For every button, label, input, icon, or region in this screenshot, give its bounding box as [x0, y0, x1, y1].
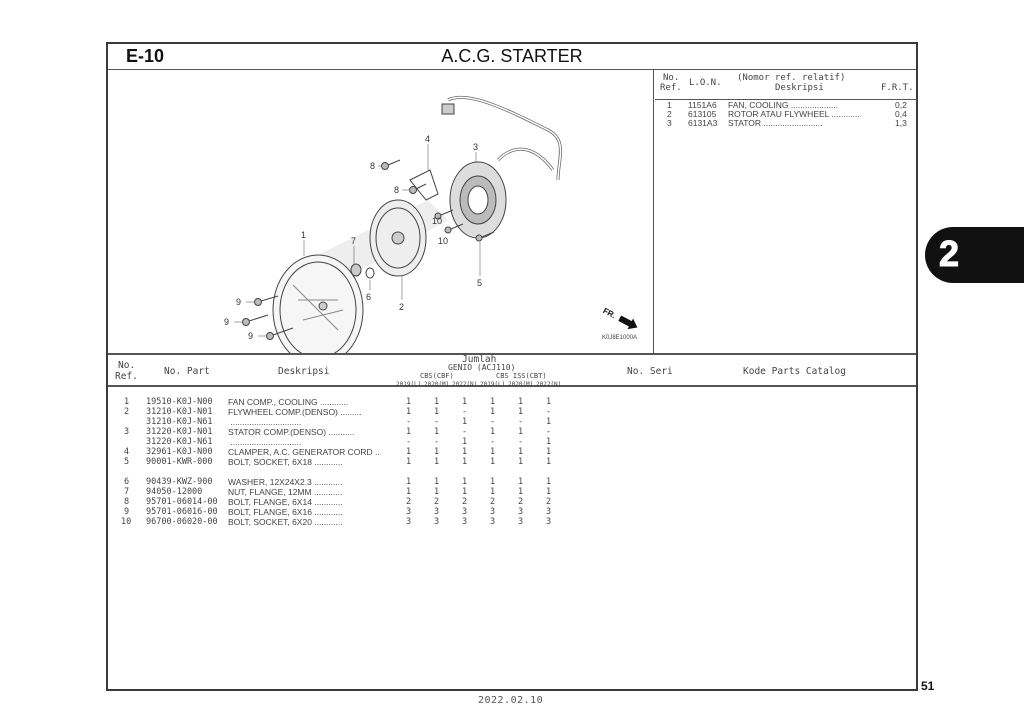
quantity-cell: 1: [518, 397, 524, 407]
acg-starter-illustration: [108, 70, 654, 353]
header-group-cbs-iss: CBS ISS(CBT): [496, 372, 547, 380]
svg-text:9: 9: [248, 331, 254, 341]
section-code: E-10: [126, 46, 165, 66]
quantity-cell: 1: [518, 447, 524, 457]
quantity-cell: 1: [490, 477, 496, 487]
quantity-cell: 1: [490, 407, 496, 417]
header-catalog: Kode Parts Catalog: [743, 366, 846, 377]
quantity-cell: 1: [518, 477, 524, 487]
quantity-cell: -: [546, 407, 552, 417]
table-row: [108, 437, 916, 447]
quantity-cell: 1: [518, 487, 524, 497]
svg-text:9: 9: [224, 317, 230, 327]
quantity-cell: 1: [434, 477, 440, 487]
quantity-cell: 1: [546, 437, 552, 447]
quantity-cell: 1: [406, 427, 412, 437]
svg-text:5: 5: [477, 278, 483, 288]
quantity-cell: 1: [434, 457, 440, 467]
diagram-image-code: K0J8E1000A: [602, 335, 638, 341]
ref-header-lon: L.O.N.: [689, 78, 722, 88]
quantity-cell: 1: [518, 457, 524, 467]
quantity-cell: 1: [462, 417, 468, 427]
part-number: 95701-06016-00: [146, 507, 218, 517]
quantity-cell: 2: [518, 497, 524, 507]
table-row: [108, 407, 916, 417]
ref-table-header: [655, 70, 918, 100]
part-number: 90001-KWR-000: [146, 457, 213, 467]
quantity-cell: -: [434, 417, 440, 427]
quantity-cell: -: [518, 417, 524, 427]
section-title: A.C.G. STARTER: [441, 46, 583, 66]
header-serial: No. Seri: [627, 366, 673, 377]
ref-header-no: No.: [663, 73, 680, 83]
header-part-no: No. Part: [164, 366, 210, 377]
table-row: [108, 507, 916, 517]
quantity-cell: 1: [462, 477, 468, 487]
ref-header-desc: Deskripsi: [775, 83, 824, 93]
quantity-cell: 1: [490, 447, 496, 457]
quantity-cell: 3: [434, 507, 440, 517]
svg-text:9: 9: [236, 297, 242, 307]
part-description: STATOR COMP.(DENSO) ...........: [228, 427, 355, 437]
quantity-cell: 1: [546, 457, 552, 467]
table-row: [108, 487, 916, 497]
quantity-cell: 3: [546, 517, 552, 527]
svg-text:10: 10: [438, 236, 449, 246]
quantity-cell: 1: [462, 457, 468, 467]
svg-text:10: 10: [432, 216, 443, 226]
quantity-cell: 3: [518, 517, 524, 527]
part-description: BOLT, FLANGE, 6X16 ............: [228, 507, 343, 517]
ref-number: 4: [124, 447, 130, 457]
svg-text:6: 6: [366, 292, 372, 302]
ref-header-desc-note: (Nomor ref. relatif): [737, 73, 846, 83]
chapter-number: 2: [939, 233, 960, 274]
quantity-cell: 1: [462, 447, 468, 457]
quantity-cell: 1: [490, 457, 496, 467]
part-number: 31210-K0J-N01: [146, 407, 213, 417]
header-desc: Deskripsi: [278, 366, 330, 377]
header-group-cbs: CBS(CBF): [420, 372, 454, 380]
quantity-cell: 1: [546, 447, 552, 457]
quantity-cell: 1: [434, 397, 440, 407]
quantity-cell: 3: [490, 517, 496, 527]
part-description: BOLT, FLANGE, 6X14 ............: [228, 497, 343, 507]
quantity-cell: -: [490, 417, 496, 427]
quantity-cell: 3: [434, 517, 440, 527]
quantity-cell: -: [406, 417, 412, 427]
ref-header-ref: Ref.: [660, 83, 682, 93]
ref-row: 1 1151A6 FAN, COOLING .................... 0,2: [667, 100, 907, 110]
ref-header-frt: F.R.T.: [881, 83, 914, 93]
quantity-cell: 1: [434, 487, 440, 497]
part-description: ..............................: [228, 437, 302, 447]
ref-row: 2 613105 ROTOR ATAU FLYWHEEL ............ 0,4: [667, 109, 907, 119]
ref-number: 6: [124, 477, 130, 487]
svg-text:3: 3: [473, 142, 479, 152]
header-ref: Ref.: [115, 371, 138, 382]
svg-text:8: 8: [370, 161, 376, 171]
front-direction-arrow-icon: [601, 304, 640, 332]
ref-number: 5: [124, 457, 130, 467]
part-number: 95701-06014-00: [146, 497, 218, 507]
svg-text:1: 1: [301, 230, 307, 240]
page-number: 51: [921, 679, 935, 693]
quantity-cell: 2: [406, 497, 412, 507]
quantity-cell: 3: [406, 517, 412, 527]
part-description: ..............................: [228, 417, 302, 427]
quantity-cell: 3: [546, 507, 552, 517]
quantity-cell: 1: [462, 487, 468, 497]
part-description: NUT, FLANGE, 12MM ............: [228, 487, 343, 497]
quantity-cell: 1: [406, 457, 412, 467]
part-description: BOLT, SOCKET, 6X20 ............: [228, 517, 343, 527]
part-number: 31220-K0J-N01: [146, 427, 213, 437]
quantity-cell: 1: [434, 427, 440, 437]
quantity-cell: -: [462, 427, 468, 437]
quantity-cell: 1: [518, 407, 524, 417]
quantity-cell: -: [434, 437, 440, 447]
ref-time-table: [655, 70, 918, 353]
quantity-cell: 1: [406, 447, 412, 457]
quantity-cell: -: [518, 437, 524, 447]
quantity-cell: 2: [434, 497, 440, 507]
header-model: GENIO (ACJ110): [448, 363, 516, 372]
catalog-page-frame: [106, 42, 918, 691]
chapter-tab: [925, 227, 1024, 283]
quantity-cell: 3: [406, 507, 412, 517]
part-number: 90439-KWZ-900: [146, 477, 213, 487]
table-row: [108, 397, 916, 407]
part-description: FLYWHEEL COMP.(DENSO) .........: [228, 407, 362, 417]
table-row: [108, 427, 916, 437]
part-number: 31210-K0J-N61: [146, 417, 213, 427]
quantity-cell: 1: [462, 397, 468, 407]
ref-number: 3: [124, 427, 130, 437]
table-row: [108, 417, 916, 427]
quantity-cell: 3: [462, 517, 468, 527]
svg-text:4: 4: [425, 134, 431, 144]
part-number: 31220-K0J-N61: [146, 437, 213, 447]
exploded-diagram: [108, 70, 654, 353]
quantity-cell: 1: [406, 477, 412, 487]
quantity-cell: 3: [518, 507, 524, 517]
quantity-cell: 1: [518, 427, 524, 437]
quantity-cell: 1: [434, 407, 440, 417]
quantity-cell: -: [406, 437, 412, 447]
part-number: 94050-12000: [146, 487, 203, 497]
quantity-cell: 2: [490, 497, 496, 507]
ref-number: 2: [124, 407, 130, 417]
header-no: No.: [118, 360, 136, 371]
part-description: FAN COMP., COOLING ............: [228, 397, 349, 407]
quantity-cell: 2: [462, 497, 468, 507]
quantity-cell: 1: [490, 487, 496, 497]
part-description: CLAMPER, A.C. GENERATOR CORD ..: [228, 447, 380, 457]
part-number: 32961-K0J-N00: [146, 447, 213, 457]
svg-text:8: 8: [394, 185, 400, 195]
quantity-cell: -: [490, 437, 496, 447]
quantity-cell: -: [462, 407, 468, 417]
quantity-cell: 1: [406, 407, 412, 417]
svg-text:7: 7: [351, 236, 357, 246]
ref-number: 1: [124, 397, 130, 407]
part-description: WASHER, 12X24X2.3 ............: [228, 477, 343, 487]
quantity-cell: 1: [462, 437, 468, 447]
ref-row: 3 6131A3 STATOR ......................... 1,3: [667, 118, 907, 128]
title-bar: [108, 44, 916, 70]
quantity-cell: 1: [406, 487, 412, 497]
part-number: 96700-06020-00: [146, 517, 218, 527]
part-description: BOLT, SOCKET, 6X18 ............: [228, 457, 343, 467]
quantity-cell: 1: [490, 397, 496, 407]
parts-table-header: No. Ref. No. Part Deskripsi Jumlah GENIO (ACJ110) CBS(CBF) CBS ISS(CBT) 2019(L) 2020(M) 2022(N) 2019(L) 2020(M) 2022(N) No. Seri Kode Parts Catalog: [108, 353, 916, 387]
quantity-cell: 3: [462, 507, 468, 517]
ref-number: 10: [121, 517, 132, 527]
table-row: [108, 457, 916, 467]
quantity-cell: 1: [546, 397, 552, 407]
svg-text:FR.: FR.: [601, 306, 618, 321]
part-number: 19510-K0J-N00: [146, 397, 213, 407]
quantity-cell: -: [546, 427, 552, 437]
quantity-cell: 1: [546, 477, 552, 487]
revision-date: 2022.02.10: [478, 695, 544, 706]
quantity-cell: 1: [490, 427, 496, 437]
quantity-cell: 1: [546, 487, 552, 497]
quantity-cell: 1: [546, 417, 552, 427]
quantity-cell: 2: [546, 497, 552, 507]
svg-text:2: 2: [399, 302, 405, 312]
table-row: [108, 447, 916, 457]
quantity-cell: 1: [434, 447, 440, 457]
table-row: [108, 497, 916, 507]
quantity-cell: 1: [406, 397, 412, 407]
ref-number: 7: [124, 487, 130, 497]
table-row: [108, 517, 916, 527]
ref-number: 8: [124, 497, 130, 507]
quantity-cell: 3: [490, 507, 496, 517]
ref-number: 9: [124, 507, 130, 517]
header-qty-title: Jumlah: [462, 354, 497, 365]
table-row: [108, 477, 916, 487]
